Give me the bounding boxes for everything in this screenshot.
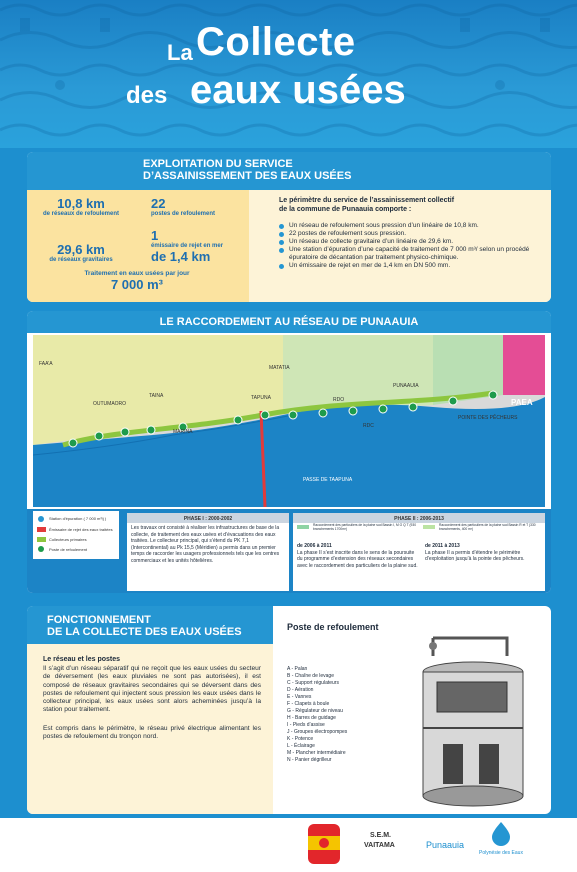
perimeter-title (279, 196, 541, 214)
kv-label: de réseaux de refoulement (42, 211, 120, 217)
perimeter-title-1: Le périmètre du service de l’assainissement collectif (279, 197, 455, 204)
map-label-passe: PASSE DE TAAPUNA (303, 477, 353, 483)
perimeter-title-2: de la commune de Punaauia comporte : (279, 206, 412, 213)
phase2-col2-text: La phase II a permis d’étendre le périmètre d’exploitation jusqu’à la pointe des pêcheurs. (425, 549, 525, 562)
daily-value: 7 000 m³ (110, 277, 164, 292)
paragraph-2: Est compris dans le périmètre, le réseau privé électrique alimentant les postes de refoulement du tronçon nord. (43, 724, 261, 741)
title-eaux: eaux usées (190, 68, 406, 112)
list-item: D - Aération (287, 687, 314, 693)
sem-label: S.E.M. (370, 832, 392, 839)
exploitation-heading (27, 152, 551, 190)
map-label-tapuna: TAPUNA (251, 395, 271, 401)
list-item: 22 postes de refoulement sous pression. (279, 230, 541, 238)
heading-line-1: EXPLOITATION DU SERVICE (143, 158, 293, 170)
diagram-title: Poste de refoulement (287, 622, 379, 632)
pump-station-illustration (403, 632, 543, 810)
list-item: Un réseau de collecte gravitaire d’un linéaire de 29,6 km. (279, 238, 541, 246)
list-item: L - Éclairage (287, 743, 315, 749)
paragraph-1: Il s’agit d’un réseau séparatif qui ne reçoit que les eaux usées du secteur de déversement (les eaux pluviales ne sont pas autorisées), il est composé de réseaux gravitaires secondaires qui se déversent dans des postes de refoulement qui injectent sous pression les eaux usées dans le collecteur principal, les eaux usées sont alors acheminées jusqu’à la station pour traitement. (43, 665, 261, 714)
list-item: N - Panier dégrilleur (287, 757, 332, 763)
phase2-col2-title: de 2011 à 2013 (425, 543, 460, 549)
phase1-text: Les travaux ont consisté à réaliser les infrastructures de base de la collecte, de traitement des eaux usées et d’évacuations des eaux traitées. Le collecteur principal, qui s’étend du PK 7,1 (Intercontinental) au Pk 15,5 (Méridien) a permis dans un premier temps de raccorder les usagers professionnels tels que les centres commerciaux et les unités hôtelières. (131, 525, 280, 564)
map-label-outumaoro: OUTUMAORO (93, 401, 127, 407)
key-figures (27, 190, 249, 302)
list-item: Un émissaire de rejet en mer de 1,4 km en DN 500 mm. (279, 262, 541, 270)
legend-emissaire: Émissaire de rejet des eaux traitées (49, 527, 113, 532)
list-item: G - Régulateur de niveau (287, 708, 343, 714)
phase2-col1 (297, 543, 421, 569)
map-label-punaauia: PUNAAUIA (393, 383, 419, 389)
punaauia-map (33, 335, 545, 507)
phase2-col1-text: La phase II s’est inscrite dans le sens de la poursuite du programme d’extension des réseaux secondaires avec le raccordement des particuliers de la plaine sud. (297, 549, 418, 569)
list-item: E - Vannes (287, 694, 312, 700)
list-item: Un réseau de refoulement sous pression d’un linéaire de 10,8 km. (279, 222, 541, 230)
kv-daily (67, 270, 207, 292)
footer-logos (0, 818, 577, 872)
perimeter-list (279, 222, 541, 270)
exploitation-panel (27, 152, 551, 302)
heading-line-2: D’ASSAINISSEMENT DES EAUX USÉES (143, 170, 352, 182)
phase2-legend-a: Raccordement des particuliers de la plaine sud Bassin I, M O Q T (930 branchements 1700m³) (313, 523, 417, 531)
list-item: M - Plancher intermédiaire (287, 750, 346, 756)
phase1-title: PHASE I : 2000-2002 (183, 516, 233, 522)
list-item: Une station d’épuration d’une capacité de traitement de 7 000 m³/ selon un procédé épuratoire de décantation par traitement physico-chimique. (279, 246, 541, 262)
legend-station: Station d’épuration ( 7 000 m³/j ) (49, 516, 107, 521)
title-collecte: Collecte (196, 20, 356, 64)
phase2-col2 (425, 543, 543, 563)
list-item: J - Groupes électropompes (287, 729, 348, 735)
phase2-legend-b: Raccordement des particuliers de la plaine sud Bassin R et T (330 branchements, 400 m³) (439, 523, 536, 531)
legend-collecteurs: Collecteurs primaires (49, 537, 87, 542)
raccordement-heading: LE RACCORDEMENT AU RÉSEAU DE PUNAAUIA (27, 311, 551, 333)
list-item: H - Barres de guidage (287, 715, 336, 721)
raccordement-panel (27, 311, 551, 593)
heading-line-2: DE LA COLLECTE DES EAUX USÉES (47, 626, 242, 638)
heading-line-1: FONCTIONNEMENT (47, 614, 151, 626)
subheading: Le réseau et les postes (43, 656, 121, 663)
water-drop-icon (486, 820, 516, 846)
polynesie-eaux-label: Polynésie des Eaux (479, 850, 523, 856)
phase2-title: PHASE II : 2006-2013 (394, 516, 444, 522)
list-item: B - Chaîne de levage (287, 673, 334, 679)
kv-label: postes de refoulement (151, 211, 216, 217)
map-label-rdc: RDC (363, 423, 374, 429)
map-label-taina: TAINA (149, 393, 164, 399)
parts-list (287, 666, 357, 764)
legend-poste: Poste de refoulement (49, 547, 88, 552)
kv-label: émissaire de rejet en mer (151, 243, 224, 249)
kv-value: 29,6 km (57, 242, 105, 257)
list-item: A - Palan (287, 666, 308, 672)
map-label-pointe: POINTE DES PÊCHEURS (458, 415, 518, 421)
phase2-col1-title: de 2006 à 2011 (297, 543, 332, 549)
kv-emissaire (151, 228, 247, 264)
list-item: I - Pieds d’assise (287, 722, 325, 728)
kv-value: 1 (151, 228, 159, 243)
kv-value: 10,8 km (57, 196, 105, 211)
title-la: La (167, 40, 193, 65)
map-label-matatia: MATATIA (269, 365, 290, 371)
polynesia-emblem-icon (306, 822, 342, 866)
fonctionnement-heading (27, 606, 273, 644)
kv-gravitaires (31, 242, 131, 263)
perimeter (249, 190, 551, 302)
list-item: C - Support régulateurs (287, 680, 339, 686)
map-label-rdo: RDO (333, 397, 345, 403)
hero-banner (0, 0, 577, 148)
title-des: des (126, 82, 168, 109)
poste-diagram (283, 618, 547, 810)
vaitama-label: VAITAMA (364, 842, 395, 849)
kv-postes (151, 196, 241, 217)
kv-value-2: de 1,4 km (151, 249, 211, 264)
kv-refoulement (31, 196, 131, 217)
punaauia-logo-text: Punaauia (426, 840, 465, 850)
list-item: F - Clapets à boule (287, 701, 330, 707)
daily-label: Traitement en eaux usées par jour (84, 270, 190, 277)
list-item: K - Potence (287, 736, 314, 742)
kv-label: de réseaux gravitaires (49, 257, 113, 263)
kv-value: 22 (151, 196, 166, 211)
map-label-marina: MARINA (173, 429, 193, 435)
fonctionnement-panel (27, 606, 551, 814)
map-label-faaa: FAA’A (39, 361, 53, 367)
map-label-paea: PAEA (511, 398, 533, 407)
fonctionnement-text (27, 644, 273, 814)
